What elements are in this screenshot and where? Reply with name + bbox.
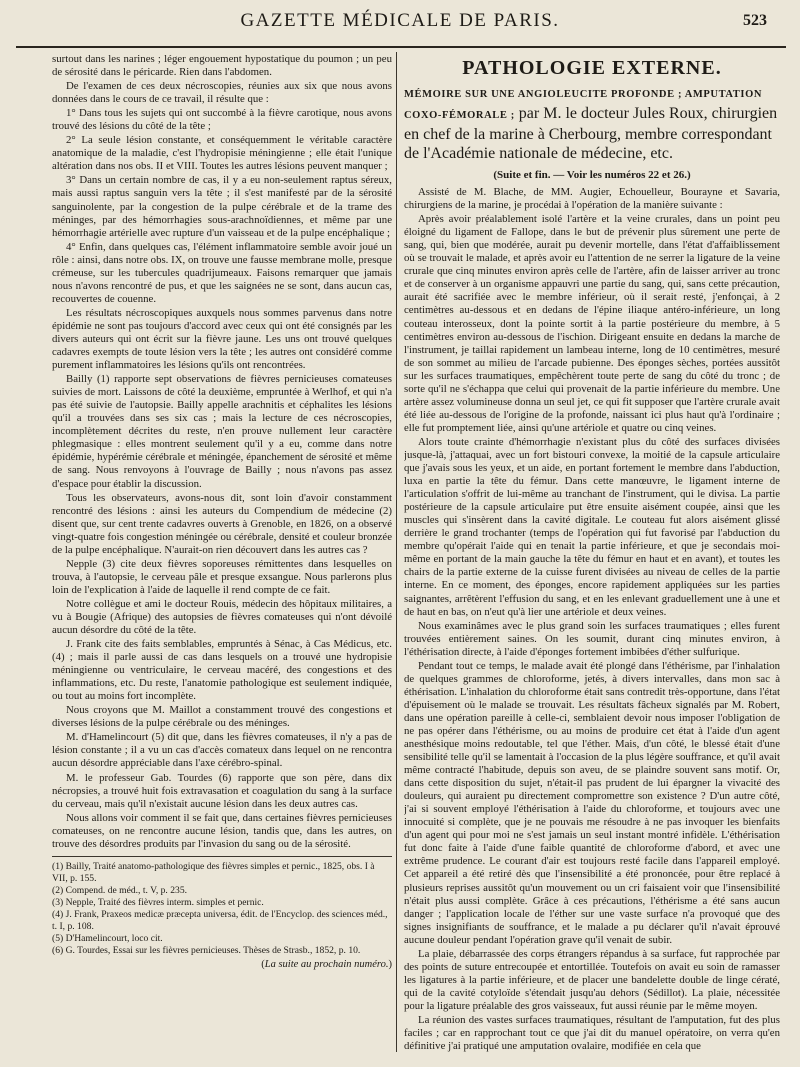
paragraph: Tous les observateurs, avons-nous dit, sont loin d'avoir constamment rencontré des lésions : ainsi les auteurs du Compendium de médecine (2) disent que, sur cent trente cadavres ouverts à Grenoble, en 1826, on a observé vingt-quatre fois congestion méningée ou cérébrale, densité et couleur bronzée de la pulpe encéphalique. N'aurait-on rien découvert dans les autres cas ? [52,491,392,556]
paragraph: Après avoir préalablement isolé l'artère et la veine crurales, dans un point peu éloigné du ligament de Fallope, dans le but de prévenir plus sûrement une perte de sang, qui, bien que modérée, aurait pu devenir mortelle, dans l'état d'affaiblissement où se trouvait le malade, et après avoir eu l'attention de ne serrer la ligature de la veine crurale que cinq minutes environ après celle de l'artère, afin de laisser arriver au tronc et de conserver à un organisme appauvri une partie du sang, qui, sans cette précaution, aurait été sacrifiée avec le membre inférieur, où il serait resté, j'enfonçai, à 2 centimètres au-dessous et en dedans de l'épine iliaque antéro-inférieure, un long couteau interosseux, dont la pointe sortit à la partie postérieure du membre, à 5 centimètres environ au-dessous de l'ischion. Dirigeant ensuite en dedans la marche de l'instrument, je taillai rapidement un lambeau interne, long de 10 centimètres, mesuré de son sommet au milieu de l'arcade pubienne. Des éponges sèches, portées aussitôt sur les surfaces traumatiques, empêchèrent toute perte de sang du côté du tronc ; de sorte qu'il ne s'échappa que celui qui provenait de la partie inférieure du membre. Une artère assez volumineuse donna un seul jet, ce qui fit supposer que l'artère crurale avait été liée au-dessous de l'origine de la profonde, naissant ici plus haut qu'à l'ordinaire ; elle fut promptement liée, ainsi qu'une artériole et quatre ou cinq veines. [404,213,780,434]
paragraph: De l'examen de ces deux nécroscopies, réunies aux six que nous avons données dans le cours de ce travail, il résulte que : [52,80,392,106]
paragraph: Alors toute crainte d'hémorrhagie n'existant plus du côté des surfaces divisées jusque-là, j'attaquai, avec un fort bistouri convexe, la moitié de la capsule articulaire que j'avais sous les yeux, et un aide, en portant fortement le membre dans l'abduction, luxa en partie la tête du fémur. Dans cette manœuvre, le ligament interne de l'articulation s'offrit de lui-même au tranchant de l'instrument, qui le divisa. La partie postérieure de la capsule articulaire put être ensuite aisément coupée, ainsi que les muscles qui s'insèrent dans la cavité digitale. Le couteau fut alors aisément glissé derrière le grand trochanter (temps de l'opération qui fut favorisé par l'abduction du membre qu'opérait l'aide qui en tenait la partie inférieure, et que je secondais moi-même en portant de la main gauche la tête du fémur en haut et en avant), et toutes les chairs de la partie externe de la cuisse furent divisées au niveau de celles de la partie interne. En ce moment, des éponges, encore rapidement appliquées sur les parties saignantes, arrêtèrent l'effusion du sang, et en les enlevant graduellement une à une et de haut en bas, on n'eut qu'à lier une artériole et deux veines. [404,435,780,618]
article-title-lead: MÉMOIRE SUR UNE ANGIOLEUCITE PROFONDE ; AMPUTATION COXO-FÉMORALE ; [404,89,763,121]
footnote: (3) Nepple, Traité des fièvres interm. simples et pernic. [52,896,264,908]
header-rule [16,46,786,48]
paragraph: Nous examinâmes avec le plus grand soin les surfaces traumatiques ; elles furent trouvées entièrement saines. On les soumit, durant cinq minutes environ, à l'éthérisation directe, à l'aide d'éponges fortement imbibées d'éther sulfurique. [404,619,780,658]
paragraph: 3° Dans un certain nombre de cas, il y a eu non-seulement raptus séreux, mais aussi raptus sanguin vers la tête ; il s'est manifesté par de la sérosité sanguinolente, par la congestion de la pulpe cérébrale et de la trame des méninges, par des hémorrhagies sous-arachnoïdiennes, et même par une hémorrhagie artérielle avec rupture d'un vaisseau et de la pulpe encéphalique ; [52,174,392,239]
right-column [404,53,780,1056]
to-be-continued-note: ( La suite au prochain numéro. ) [52,959,392,971]
article-title-author: par M. le docteur Jules Roux, chirurgien en chef de la marine à Cherbourg, membre correspondant de l'Académie nationale de médecine, etc. [404,105,778,162]
paragraph: Bailly (1) rapporte sept observations de fièvres pernicieuses comateuses suivies de mort. Laissons de côté la deuxième, empruntée à Werlhof, et qui n'a pas été suivie de l'autopsie. Bailly appelle arachnitis et céphalites les lésions qu'il a trouvées dans ses six cas ; mais la lecture de ces nécroscopies, incomplètement décrites du reste, n'en prouve nullement leur caractère phlegmasique : elles montrent seulement qu'il y a eu, comme dans notre épidémie, hypérémie cérébrale et méningée, épanchement de sérosité et même de sang. Nous renvoyons à l'ouvrage de Bailly ; nous n'avons pas assez d'espace pour établir la discussion. [52,373,392,490]
paragraph: Nous allons voir comment il se fait que, dans certaines fièvres pernicieuses comateuses, on ne rencontre aucune lésion, tandis que, dans les autres, on trouve des désordres produits par l'invasion du sang ou de la sérosité. [52,811,392,850]
paragraph: La plaie, débarrassée des corps étrangers répandus à sa surface, fut rapprochée par des points de suture entrecoupée et entortillée. Toutefois on avait eu soin de ramasser les ligatures à la partie inférieure, et de placer une bandelette double de linge cératé, qui de la cavité cotyloïde s'étendait jusqu'au dehors (Sédillot). La plaie, nécessitée pour la ligature préalable des gros vaisseaux, fut aussi réunie par le même moyen. [404,947,780,1012]
paragraph: 1° Dans tous les sujets qui ont succombé à la fièvre carotique, nous avons trouvé des lésions du côté de la tête ; [52,107,392,133]
paragraph: La réunion des vastes surfaces traumatiques, résultant de l'amputation, fut des plus faciles ; car en rapprochant tout ce que j'ai dit du manuel opératoire, on verra qu'en définitive j'ai pratiqué une amputation ovalaire, modifiée en cela que [404,1014,780,1053]
paragraph: Nous croyons que M. Maillot a constamment trouvé des congestions et diverses lésions de la pulpe cérébrale ou des méninges. [52,704,392,730]
footnote: (6) G. Tourdes, Essai sur les fièvres pernicieuses. Thèses de Strasb., 1852, p. 10. [52,944,361,956]
paragraph: 4° Enfin, dans quelques cas, l'élément inflammatoire semble avoir joué un rôle : ainsi, dans notre obs. IX, on trouve une fausse membrane molle, presque crémeuse, sur les tubercules quadrijumeaux. Faisons remarquer que jamais nous n'avons rencontré de pus, et que les saignées ne se sont, dans aucun cas, recouvertes de couenne. [52,240,392,305]
footnote: (1) Bailly, Traité anatomo-pathologique des fièvres simples et pernic., 1825, obs. I à VII, p. 155. [52,860,375,884]
left-column [52,53,392,1056]
footnote: (5) D'Hamelincourt, loco cit. [52,932,163,944]
section-title: PATHOLOGIE EXTERNE. [462,57,722,79]
column-divider [396,52,397,1052]
footnote: (2) Compend. de méd., t. V, p. 235. [52,884,188,896]
continuation-note: (Suite et fin. — Voir les numéros 22 et 26.) [493,169,691,181]
article-title [404,83,780,163]
paragraph: M. le professeur Gab. Tourdes (6) rapporte que son père, dans dix nécropsies, a trouvé huit fois extravasation et coagulation du sang à la surface du cerveau, mais qu'il n'existait aucune lésion dans les deux autres cas. [52,771,392,810]
masthead-title: GAZETTE MÉDICALE DE PARIS. [240,10,560,31]
paragraph: Notre collègue et ami le docteur Rouis, médecin des hôpitaux militaires, a vu à Bougie (Afrique) des autopsies de fièvres comateuses qui n'ont dévoilé aucun désordre du côté de la tête. [52,597,392,637]
paragraph: M. d'Hamelincourt (5) dit que, dans les fièvres comateuses, il n'y a pas de lésion constante ; il a vu un cas d'accès comateux dans lequel on ne rencontra aucun désordre appréciable dans l'axe cérébro-spinal. [52,731,392,770]
page-number: 523 [743,12,767,29]
footnotes [52,856,392,971]
paragraph: Nepple (3) cite deux fièvres soporeuses rémittentes dans lesquelles on trouva, à l'autopsie, le cerveau pâle et presque exsangue. Nous parlerons plus loin de l'explication à l'aide de laquelle il rend compte de ce fait. [52,557,392,596]
paragraph: J. Frank cite des faits semblables, empruntés à Sénac, à Cas Médicus, etc. (4) ; mais il parle aussi de cas dans lesquels on a trouvé une hydropisie méningienne ou ventriculaire, le cerveau macéré, des congestions et des inflammations, etc. Du reste, l'anatomie pathologique est seulement indiquée, ou tout au moins fort incomplète. [52,638,392,703]
paragraph: surtout dans les narines ; léger engouement hypostatique du poumon ; un peu de sérosité dans le péricarde. Rien dans l'abdomen. [52,53,392,79]
page-header [0,10,800,36]
paragraph: Assisté de M. Blache, de MM. Augier, Echouelleur, Bourayne et Savaria, chirurgiens de la marine, je procédai à l'opération de la manière suivante : [404,186,780,212]
paragraph: 2° La seule lésion constante, et conséquemment le véritable caractère anatomique de la maladie, c'est l'hydropisie méningienne ; elle était l'unique altération dans nos obs. II et VIII. Toutes les autres lésions peuvent manquer ; [52,134,392,173]
paragraph: Pendant tout ce temps, le malade avait été plongé dans l'éthérisme, par l'inhalation de quelques grammes de chloroforme, jetés, à divers intervalles, dans mon sac à éthérisation. L'inhalation du chloroforme était sans contredit très-opportune, dans l'état d'épuisement où le malade se trouvait. Les résultats fâcheux signalés par M. Robert, dans une opération pareille à celle-ci, semblaient devoir nous imposer l'obligation de ne pas opérer dans l'éthérisme, ou au moins de produire cet état à l'aide d'un agent anesthésique moins redoutable, tel que l'éther. Mais, d'un côté, le blessé était d'une sensibilité telle qu'il se lamentait à l'occasion de la plus légère souffrance, et qu'il avait même contracté l'habitude, depuis son aveu, de se plaindre souvent sans motif. Or, dans cette disposition du sujet, n'était-il pas prudent de lui épargner la vivacité des douleurs, qui auraient pu directement compromettre son existence ? D'un autre côté, j'ai si souvent employé l'éthérisation à l'aide du chloroforme, et toujours avec une innocuité si complète, que je ne pouvais me résoudre à ne pas invoquer les bienfaits d'un agent qui pour moi ne s'est jamais un seul instant montré infidèle. L'éthérisation fut donc faite à l'aide d'une faible quantité de chloroforme d'abord, et avec une extrême prudence. Le courant d'air est toujours resté facile dans l'appareil employé. Cet appareil a été retiré dès que l'insensibilité a été prononcée, pour être replacé à plusieurs reprises aussitôt qu'un mouvement ou un cri faisaient voir que l'insensibilité n'était plus aussi complète. Grâce à ces précautions, l'éthérisme a été sans aucun danger ; l'application locale de l'éther sur une vaste surface n'a provoqué que des signes insignifiants de souffrance, et le malade a pu déclarer qu'il n'avait éprouvé aucune douleur pendant l'opération grave qu'il venait de subir. [404,659,780,946]
footnote: (4) J. Frank, Praxeos medicæ præcepta universa, édit. de l'Encyclop. des sciences méd., t. I, p. 108. [52,908,388,932]
paragraph: Les résultats nécroscopiques auxquels nous sommes parvenus dans notre épidémie ne sont pas toujours d'accord avec ceux qui ont été consignés par les divers auteurs qui ont écrit sur la fièvre jaune. Les uns ont trouvé quelques cadavres exempts de toute lésion vers la tête ; les autres ont considéré comme purement inflammatoires les lésions qu'ils ont rencontrées. [52,306,392,372]
